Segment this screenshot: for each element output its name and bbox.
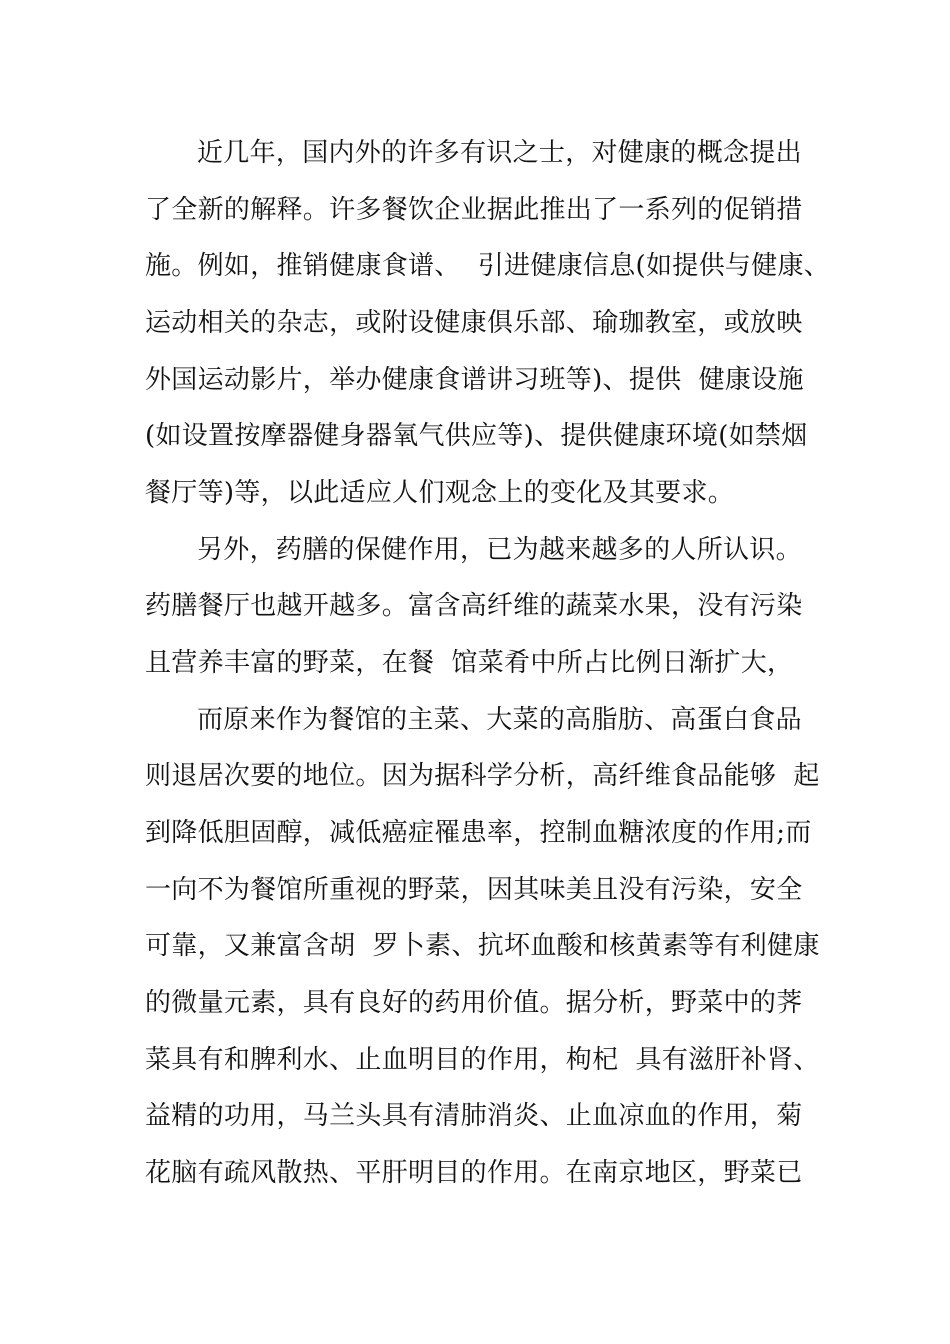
paragraph-line: 另外，药膳的保健作用，已为越来越多的人所认识。 <box>197 535 802 565</box>
paragraph-line: 药膳餐厅也越开越多。富含高纤维的蔬菜水果，没有污染 <box>145 591 803 621</box>
paragraph-line: 且营养丰富的野菜，在餐 馆菜肴中所占比例日渐扩大， <box>145 648 794 678</box>
paragraph-line: 益精的功用，马兰头具有清肺消炎、止血凉血的作用，菊 <box>145 1101 803 1131</box>
paragraph-line: 花脑有疏风散热、平肝明目的作用。在南京地区，野菜已 <box>145 1158 803 1188</box>
paragraph-line: 的微量元素，具有良好的药用价值。据分析，野菜中的荠 <box>145 988 803 1018</box>
paragraph-line: 运动相关的杂志，或附设健康俱乐部、瑜珈教室，或放映 <box>145 308 803 338</box>
paragraph-line: 菜具有和脾利水、止血明目的作用，枸杞 具有滋肝补肾、 <box>145 1045 820 1075</box>
paragraph-line: 近几年，国内外的许多有识之士，对健康的概念提出 <box>197 138 802 168</box>
paragraph-line: 了全新的解释。许多餐饮企业据此推出了一系列的促销措 <box>145 195 803 225</box>
paragraph-line: 一向不为餐馆所重视的野菜，因其味美且没有污染，安全 <box>145 875 803 905</box>
paragraph-line: 到降低胆固醇，减低癌症罹患率，控制血糖浓度的作用;而 <box>145 818 812 848</box>
paragraph-line: 餐厅等)等，以此适应人们观念上的变化及其要求。 <box>145 478 735 508</box>
paragraph-line: 外国运动影片，举办健康食谱讲习班等)、提供 健康设施 <box>145 365 804 395</box>
paragraph-line: 则退居次要的地位。因为据科学分析，高纤维食品能够 起 <box>145 761 820 791</box>
paragraph-line: 施。例如，推销健康食谱、 引进健康信息(如提供与健康、 <box>145 251 831 281</box>
paragraph-line: (如设置按摩器健身器氧气供应等)、提供健康环境(如禁烟 <box>145 421 808 451</box>
paragraph-line: 可靠，又兼富含胡 罗卜素、抗坏血酸和核黄素等有利健康 <box>145 931 820 961</box>
paragraph-line: 而原来作为餐馆的主菜、大菜的高脂肪、高蛋白食品 <box>197 705 802 735</box>
